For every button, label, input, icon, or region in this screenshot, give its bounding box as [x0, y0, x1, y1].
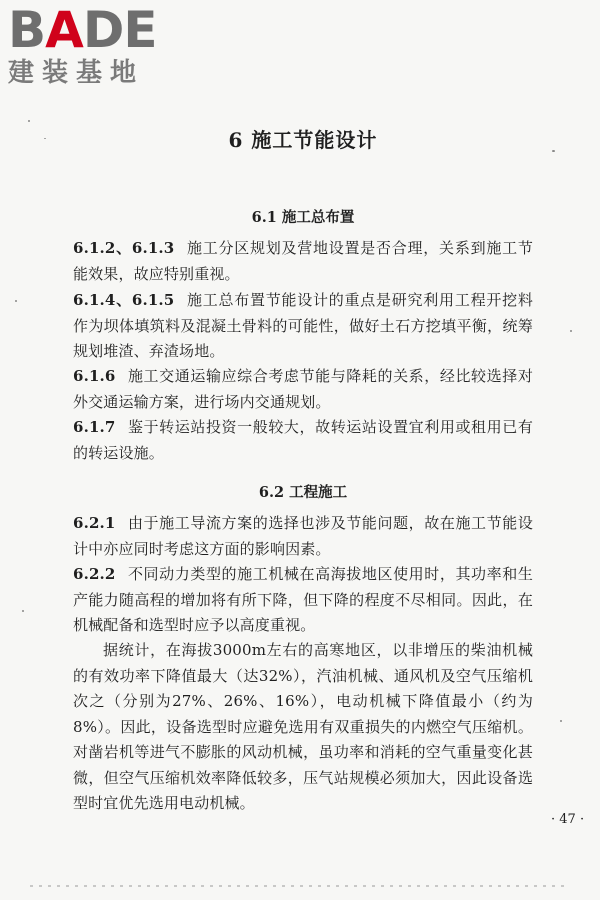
section-title-6-1: 6.1 施工总布置: [251, 209, 355, 226]
bade-logo: [8, 2, 176, 92]
scan-edge-noise: [30, 885, 570, 887]
clause-text: 施工总布置节能设计的重点是研究利用工程开挖料作为坝体填筑料及混凝土骨料的可能性，做好土石方挖填平衡，统筹规划堆渣、弃渣场地。: [73, 291, 533, 360]
scan-speck: [552, 150, 555, 152]
page-number: · 47 ·: [551, 812, 585, 827]
logo-letters-de: DE: [82, 1, 157, 59]
clause-6-1-4: [73, 288, 533, 365]
scan-speck: [22, 610, 24, 612]
logo-wordmark: [8, 2, 157, 58]
logo-subtitle: 建装基地: [8, 58, 145, 88]
clause-text: 鉴于转运站投资一般较大，故转运站设置宜利用或租用已有的转运设施。: [73, 418, 533, 462]
clause-6-2-2-continuation: [73, 638, 533, 817]
clause-number: 6.2.2: [73, 565, 116, 583]
scan-speck: [15, 300, 17, 302]
clause-number: 6.1.2、6.1.3: [73, 239, 175, 257]
logo-letter-a: A: [45, 1, 83, 59]
clause-number: 6.1.7: [73, 418, 116, 436]
clause-text: 据统计，在海拔3000m左右的高寒地区，以非增压的柴油机械的有效功率下降值最大（达32%），汽油机械、通风机及空气压缩机次之（分别为27%、26%、16%），电动机械下降值最小（约为8%）。因此，设备选型时应避免选用有双重损失的内燃空气压缩机。对凿岩机等进气不膨胀的风动机械，虽功率和消耗的空气重量变化甚微，但空气压缩机效率降低较多，压气站规模必须加大，因此设备选型时宜优先选用电动机械。: [73, 641, 533, 812]
clause-text: 施工交通运输应综合考虑节能与降耗的关系，经比较选择对外交通运输方案，进行场内交通规划。: [73, 367, 533, 411]
logo-letter-b: B: [8, 1, 46, 59]
clause-text: 由于施工导流方案的选择也涉及节能问题，故在施工节能设计中亦应同时考虑这方面的影响因素。: [73, 514, 533, 558]
scan-speck: [560, 720, 562, 722]
clause-6-1-2: [73, 236, 533, 287]
clause-number: 6.2.1: [73, 514, 116, 532]
scan-speck: [44, 138, 46, 139]
clause-number: 6.1.6: [73, 367, 116, 385]
clause-6-1-6: [73, 364, 533, 415]
clause-6-2-1: [73, 511, 533, 562]
chapter-title: 6 施工节能设计: [228, 128, 378, 152]
clause-6-2-2: [73, 562, 533, 639]
scan-speck: [570, 330, 572, 332]
clause-text: 不同动力类型的施工机械在高海拔地区使用时，其功率和生产能力随高程的增加将有所下降，但下降的程度不尽相同。因此，在机械配备和选型时应予以高度重视。: [73, 565, 533, 634]
clause-6-1-7: [73, 415, 533, 466]
clause-number: 6.1.4、6.1.5: [73, 291, 175, 309]
scan-speck: [28, 120, 30, 122]
clause-text: 施工分区规划及营地设置是否合理，关系到施工节能效果，故应特别重视。: [73, 239, 533, 283]
section-title-6-2: 6.2 工程施工: [258, 484, 348, 501]
